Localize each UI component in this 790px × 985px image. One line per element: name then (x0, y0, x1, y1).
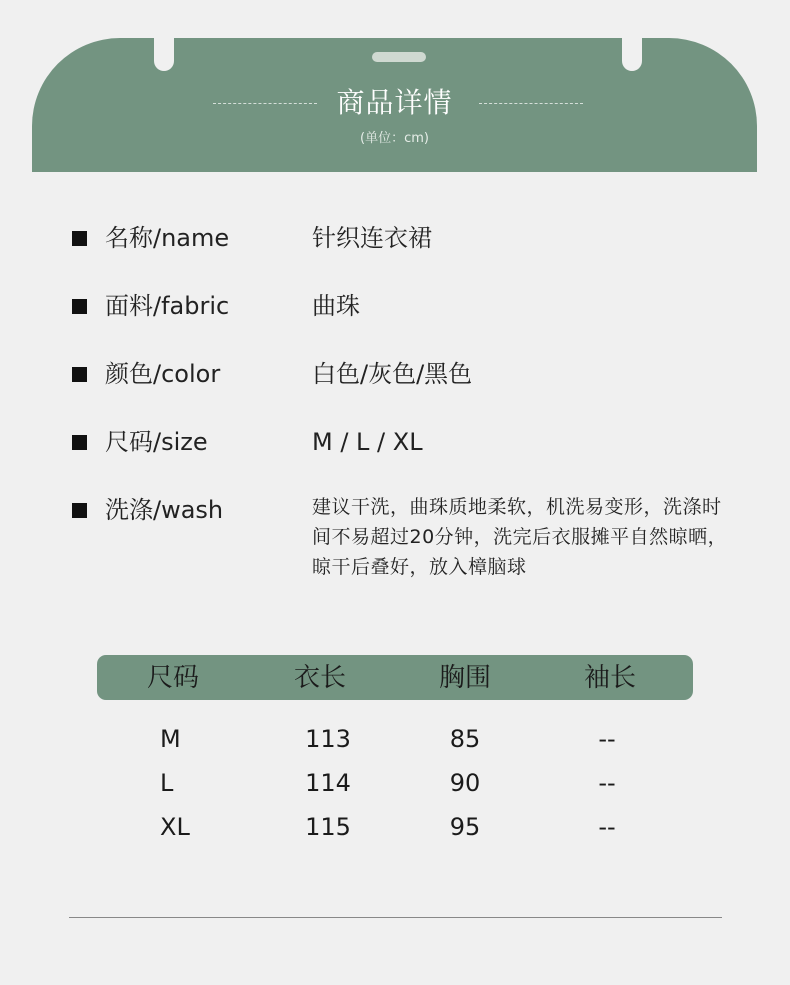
table-header-cell: 尺码 (146, 663, 199, 693)
spec-label: 面料/fabric (105, 292, 230, 320)
table-cell: -- (598, 813, 616, 841)
table-cell: M (160, 725, 181, 753)
spec-label: 洗涤/wash (105, 496, 224, 524)
spec-value: 曲珠 (312, 292, 360, 320)
bottom-divider (69, 917, 722, 918)
table-cell: 90 (449, 769, 481, 797)
square-bullet-icon (72, 435, 87, 450)
header-notch-right (622, 38, 642, 71)
page-title: 商品详情 (336, 86, 453, 119)
header-notch-left (154, 38, 174, 71)
square-bullet-icon (72, 231, 87, 246)
spec-value: M / L / XL (312, 428, 423, 456)
spec-value: 建议干洗，曲珠质地柔软，机洗易变形，洗涤时间不易超过20分钟，洗完后衣服摊平自然晾晒，晾干后叠好，放入樟脑球 (312, 496, 728, 578)
square-bullet-icon (72, 503, 87, 518)
spec-label: 尺码/size (105, 428, 208, 456)
detail-header (32, 38, 757, 172)
spec-value: 白色/灰色/黑色 (312, 360, 473, 388)
square-bullet-icon (72, 367, 87, 382)
table-header-cell: 胸围 (438, 663, 491, 693)
unit-subtitle: (单位：cm) (360, 131, 429, 146)
table-cell: 85 (449, 725, 481, 753)
table-cell: 95 (449, 813, 481, 841)
table-cell: -- (598, 769, 616, 797)
table-cell: XL (160, 813, 190, 841)
table-cell: 113 (305, 725, 351, 753)
spec-label: 颜色/color (105, 360, 221, 388)
square-bullet-icon (72, 299, 87, 314)
table-cell: L (160, 769, 174, 797)
spec-label: 名称/name (105, 224, 230, 252)
table-header-cell: 衣长 (293, 663, 346, 693)
spec-value: 针织连衣裙 (312, 224, 432, 252)
table-cell: 114 (305, 769, 351, 797)
table-cell: -- (598, 725, 616, 753)
table-cell: 115 (305, 813, 351, 841)
table-header-cell: 袖长 (583, 663, 636, 693)
header-handle-bar (372, 52, 426, 62)
